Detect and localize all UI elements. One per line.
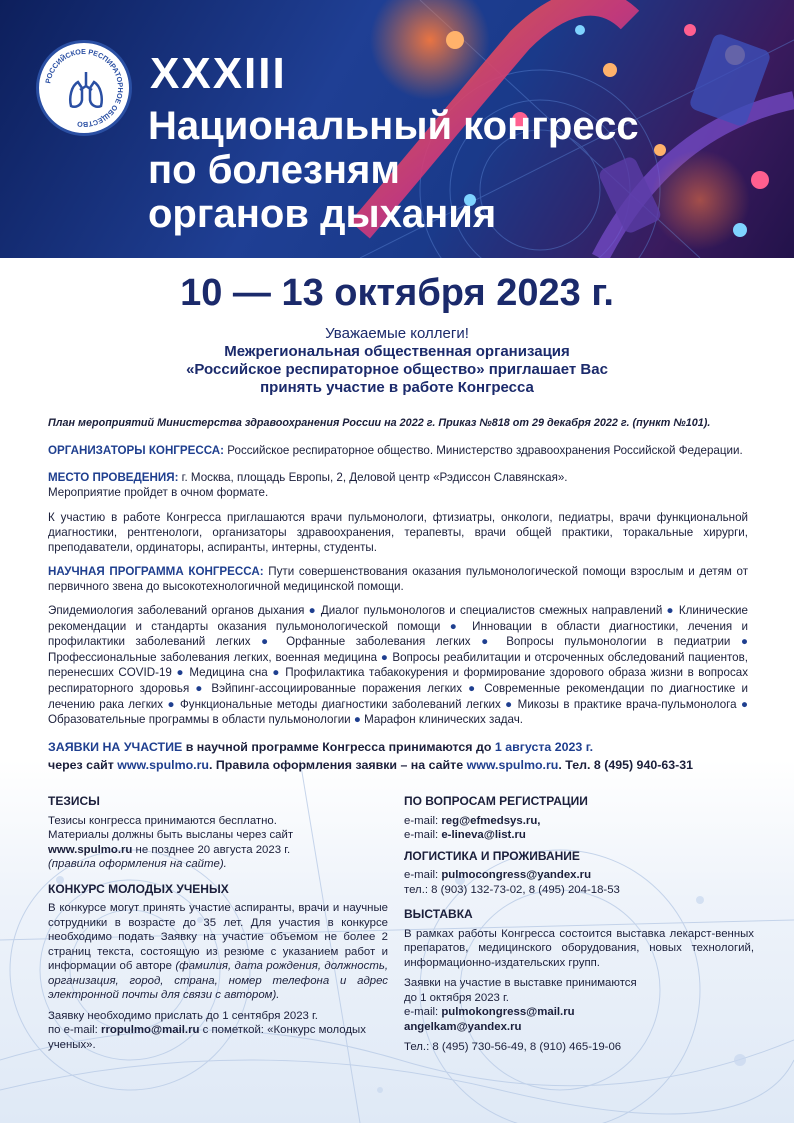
contest-heading: КОНКУРС МОЛОДЫХ УЧЕНЫХ	[48, 881, 229, 896]
applications-phone: . Тел. 8 (495) 940-63-31	[558, 758, 694, 772]
registration-email[interactable]: reg@efmedsys.ru,	[441, 814, 541, 827]
organizers-label: ОРГАНИЗАТОРЫ КОНГРЕССА:	[48, 444, 225, 457]
program-topic: Профилактика табакокурения и формирование здорового образа жизни в вопросах респираторного здоровья	[48, 666, 748, 695]
program-topic: Марафон клинических задач.	[364, 713, 524, 727]
greeting-line: принять участие в работе Конгресса	[260, 379, 534, 396]
congress-title	[148, 104, 748, 236]
theses-deadline: не позднее 20 августа 2023 г.	[132, 843, 291, 856]
exhibition-apply: Заявки на участие в выставке принимаются	[404, 977, 637, 989]
bullet-icon: ●	[171, 666, 190, 680]
logistics-heading: ЛОГИСТИКА И ПРОЖИВАНИЕ	[404, 848, 580, 863]
program-topic: Орфанные заболевания легких	[286, 635, 471, 649]
theses-line: Материалы должны быть высланы через сайт	[48, 829, 294, 841]
bullet-icon: ●	[462, 681, 485, 695]
society-logo	[36, 40, 132, 136]
bullet-icon: ●	[662, 604, 679, 617]
program-topic: Вопросы пульмонологии в педиатрии	[506, 635, 731, 649]
registration-email[interactable]: e-lineva@list.ru	[441, 829, 526, 841]
program-topic: Современные рекомендации по диагностике и лечению рака легких	[48, 681, 748, 711]
greeting	[0, 325, 794, 397]
venue-text: г. Москва, площадь Европы, 2, Деловой центр «Рэдиссон Славянская».	[178, 471, 568, 484]
bullet-icon: ●	[736, 697, 748, 711]
bullet-icon: ●	[470, 635, 507, 649]
program-topic: Функциональные методы диагностики заболеваний легких	[179, 697, 501, 711]
exhibition-heading: ВЫСТАВКА	[404, 907, 473, 921]
bullet-icon: ●	[189, 681, 212, 695]
theses-heading: ТЕЗИСЫ	[48, 794, 100, 808]
registration-heading: ПО ВОПРОСАМ РЕГИСТРАЦИИ	[404, 794, 588, 808]
email-label: e-mail:	[404, 1006, 442, 1018]
program-label: НАУЧНАЯ ПРОГРАММА КОНГРЕССА:	[48, 565, 264, 578]
website-link[interactable]: www.spulmo.ru	[466, 758, 559, 772]
email-label: e-mail:	[404, 869, 442, 881]
participants-paragraph: К участию в работе Конгресса приглашаются врачи пульмонологи, фтизиатры, онкологи, педиатры, врачи функциональной диагностики, рентгенологи, организаторы здравоохранения, терапевты, врачи общей практики, торакальные хирурги, преподаватели, ординаторы, аспиранты, интерны, студенты.	[48, 511, 748, 554]
lungs-icon	[68, 70, 104, 110]
program-topic: Диалог пульмонологов и специалистов смежных направлений	[320, 604, 663, 617]
bullet-icon: ●	[304, 604, 321, 617]
bullet-icon: ●	[350, 713, 365, 727]
theses-line: Тезисы конгресса принимаются бесплатно.	[48, 814, 277, 827]
program-topic: Клинические рекомендации и стандарты оказания пульмонологической помощи	[48, 604, 748, 633]
contest-text	[48, 901, 388, 1003]
program-topic: Эпидемиология заболеваний органов дыхания	[48, 604, 305, 617]
contest-conditions: В конкурсе могут принять участие аспиранты, врачи и научные сотрудники в возрасте до 35 лет. Для участия в конкурсе необходимо подать Заявку на участие объемом не более 2 страниц текста, состоящую из резюме с указанием работ и информации об авторе	[48, 902, 388, 972]
contest-send-email	[48, 1023, 388, 1052]
applications-text: через сайт	[48, 758, 118, 772]
program-topic: Образовательные программы в области пульмонологии	[48, 713, 351, 727]
congress-number: XXXIII	[150, 49, 287, 98]
left-column	[48, 794, 388, 1052]
logistics-email[interactable]: pulmocongress@yandex.ru	[441, 869, 592, 881]
congress-dates: 10 — 13 октября 2023 г.	[180, 272, 614, 314]
contest-email[interactable]: rropulmo@mail.ru	[101, 1024, 200, 1036]
program-topics	[48, 603, 748, 728]
applications-notice	[48, 738, 758, 774]
program-topic: Вопросы реабилитации и отсроченных обследований пациентов, перенесших COVID-19	[48, 650, 748, 680]
greeting-salutation: Уважаемые коллеги!	[325, 325, 469, 342]
title-line: Национальный конгресс	[148, 104, 639, 148]
bullet-icon: ●	[377, 650, 393, 664]
website-link[interactable]: www.spulmo.ru	[117, 758, 210, 772]
applications-label: ЗАЯВКИ НА УЧАСТИЕ	[48, 740, 183, 754]
header-banner	[0, 0, 794, 258]
exhibition-phones: Тел.: 8 (495) 730-56-49, 8 (910) 465-19-06	[404, 1041, 622, 1053]
applications-text: в научной программе Конгресса принимаются до	[182, 740, 495, 754]
applications-text: . Правила оформления заявки – на сайте	[209, 758, 467, 772]
program-topic: Микозы в практике врача-пульмонолога	[517, 697, 737, 711]
bullet-icon: ●	[267, 666, 286, 680]
contest-note: с пометкой: «Конкурс молодых ученых».	[48, 1024, 366, 1051]
venue-format: Мероприятие пройдет в очном формате.	[48, 486, 269, 499]
bullet-icon: ●	[163, 697, 180, 711]
exhibition-email[interactable]: pulmokongress@mail.ru	[441, 1006, 575, 1018]
theses-note: (правила оформления на сайте).	[48, 858, 227, 870]
program-section	[48, 564, 748, 594]
contest-author-info: (фамилия, дата рождения, должность, организация, город, страна, номер телефона и адрес электронной почты для связи с автором).	[48, 960, 388, 1001]
ministry-plan-note: План мероприятий Министерства здравоохранения России на 2022 г. Приказ №818 от 29 декабря 2022 г. (пункт №101).	[48, 417, 711, 429]
program-topic: Инновации в области диагностики, лечения и профилактики заболеваний легких	[48, 619, 749, 649]
website-link[interactable]: www.spulmo.ru	[48, 843, 133, 856]
exhibition-email[interactable]: angelkam@yandex.ru	[404, 1020, 522, 1033]
program-text: Пути совершенствования оказания пульмонологической помощи взрослым и детям от первичного звена до высокотехнологичной медицинской помощи.	[48, 565, 748, 593]
program-topic: Профессиональные заболевания легких, военная медицина	[48, 650, 378, 664]
exhibition-text: В рамках работы Конгресса состоится выставка лекарст-венных препаратов, медицинского оборудования, новых технологий, информационно-издательских групп.	[404, 927, 754, 969]
applications-deadline: 1 августа 2023 г.	[494, 740, 594, 754]
organizers-text: Российское респираторное общество. Министерство здравоохранения Российской Федерации.	[224, 444, 743, 457]
exhibition-deadline: до 1 октября 2023 г.	[404, 991, 509, 1004]
program-topic: Медицина сна	[189, 666, 268, 680]
contest-email-label: по e-mail:	[48, 1024, 102, 1036]
venue-label: МЕСТО ПРОВЕДЕНИЯ:	[48, 471, 179, 484]
bullet-icon: ●	[730, 635, 749, 649]
email-label: e-mail:	[404, 829, 442, 841]
greeting-line: «Российское респираторное общество» приглашает Вас	[186, 361, 608, 378]
svg-text:РОССИЙСКОЕ РЕСПИРАТОРНОЕ ОБЩЕС: РОССИЙСКОЕ РЕСПИРАТОРНОЕ ОБЩЕСТВО	[43, 46, 126, 130]
right-column	[404, 794, 754, 1055]
organizers-section	[48, 443, 748, 458]
logistics-phones: тел.: 8 (903) 132-73-02, 8 (495) 204-18-53	[404, 883, 620, 896]
email-label: e-mail:	[404, 814, 442, 827]
contest-send: Заявку необходимо прислать до 1 сентября 2023 г.	[48, 1009, 318, 1022]
greeting-line: Межрегиональная общественная организация	[224, 343, 570, 360]
bullet-icon: ●	[440, 619, 473, 633]
program-topic: Вэйпинг-ассоциированные поражения легких	[211, 681, 462, 695]
bullet-icon: ●	[500, 697, 518, 711]
bullet-icon: ●	[250, 635, 287, 649]
title-line: по болезням	[148, 148, 400, 192]
venue-section	[48, 470, 748, 500]
title-line: органов дыхания	[148, 192, 497, 236]
